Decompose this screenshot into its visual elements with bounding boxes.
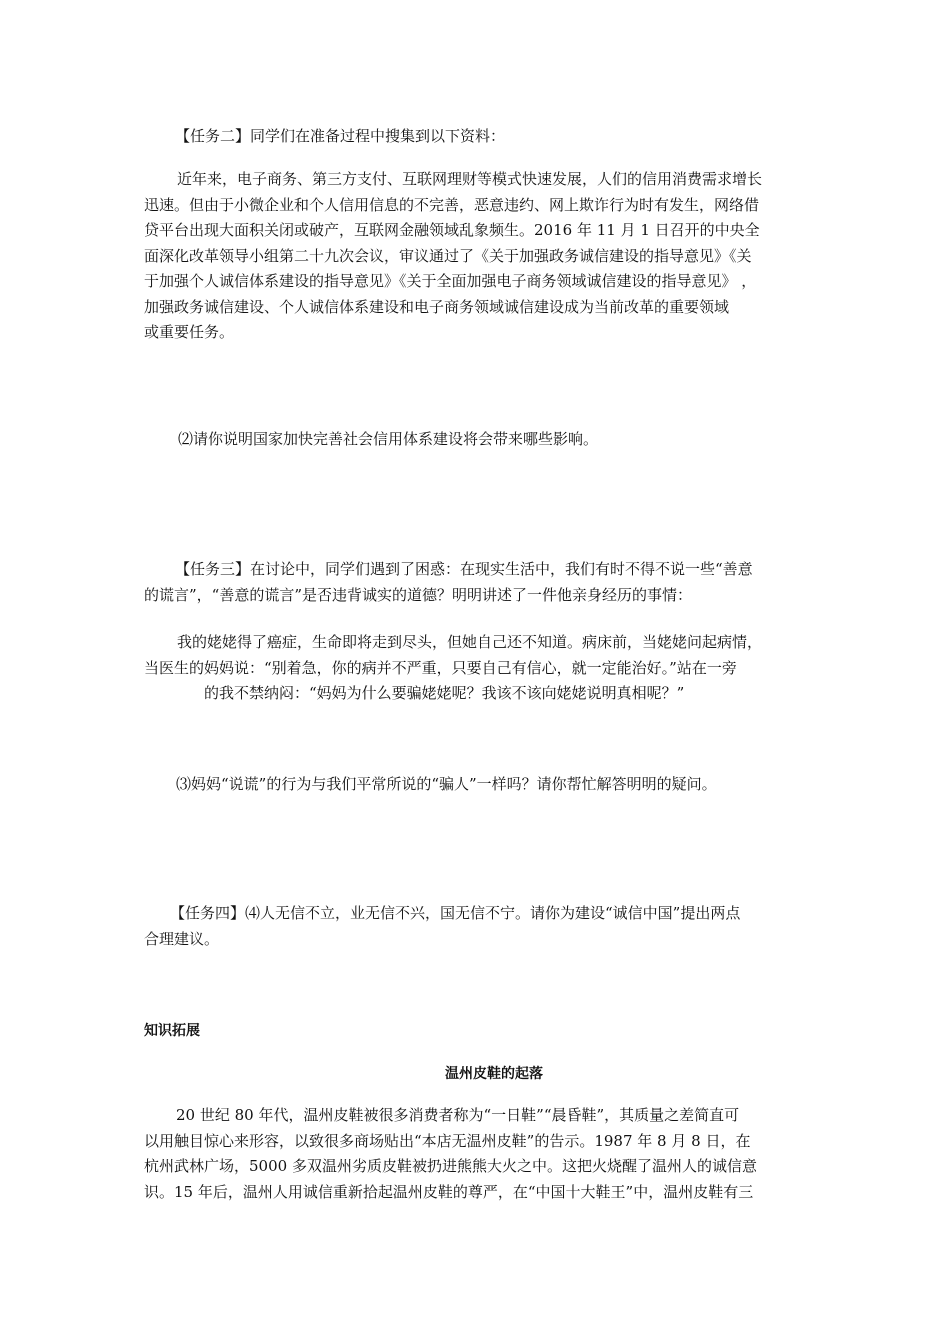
material-line: 迅速。但由于小微企业和个人信用信息的不完善，恶意违约、网上欺诈行为时有发生，网络借 [144, 195, 760, 214]
task2-material [144, 167, 820, 346]
material-line: 或重要任务。 [144, 323, 235, 341]
story-line: 的我不禁纳闷：“妈妈为什么要骗姥姥呢？我该不该向姥姥说明真相呢？” [204, 684, 685, 702]
article-line: 20 世纪 80 年代，温州皮鞋被很多消费者称为“一日鞋”“晨昏鞋”，其质量之差简直可 [176, 1106, 740, 1124]
task2-question: ⑵请你说明国家加快完善社会信用体系建设将会带来哪些影响。 [178, 430, 599, 448]
task3-intro-line: 的谎言”，“善意的谎言”是否违背诚实的道德？明明讲述了一件他亲身经历的事情： [144, 585, 693, 604]
material-line: 近年来，电子商务、第三方支付、互联网理财等模式快速发展，人们的信用消费需求增长 [177, 170, 763, 188]
article-line: 杭州武林广场，5000 多双温州劣质皮鞋被扔进熊熊大火之中。这把火烧醒了温州人的诚信意 [144, 1157, 757, 1175]
task4-line: 【任务四】⑷人无信不立，业无信不兴，国无信不宁。请你为建设“诚信中国”提出两点 [170, 904, 741, 922]
material-line: 于加强个人诚信体系建设的指导意见》《关于全面加强电子商务领域诚信建设的指导意见》 ， [144, 272, 757, 290]
task4-question [144, 901, 820, 952]
task3-question: ⑶妈妈“说谎”的行为与我们平常所说的“骗人”一样吗？请你帮忙解答明明的疑问。 [176, 775, 717, 793]
article-line: 以用触目惊心来形容，以致很多商场贴出“本店无温州皮鞋”的告示。1987 年 8 月 8 日，在 [144, 1131, 751, 1150]
material-line: 加强政务诚信建设、个人诚信体系建设和电子商务领域诚信建设成为当前改革的重要领域 [144, 297, 730, 316]
story-line: 当医生的妈妈说：“别着急，你的病并不严重，只要自己有信心，就一定能治好。”站在一旁 [144, 658, 737, 677]
section-title: 知识拓展 [144, 1023, 200, 1039]
story-line: 我的姥姥得了癌症，生命即将走到尽头，但她自己还不知道。病床前，当姥姥问起病情， [177, 633, 763, 651]
article-line: 识。15 年后，温州人用诚信重新拾起温州皮鞋的尊严，在“中国十大鞋王”中，温州皮鞋有三 [144, 1182, 754, 1201]
task2-heading: 【任务二】同学们在准备过程中搜集到以下资料： [175, 127, 506, 145]
task3-intro-line: 【任务三】在讨论中，同学们遇到了困惑：在现实生活中，我们有时不得不说一些“善意 [175, 560, 753, 578]
task3-story [144, 630, 820, 707]
task4-line: 合理建议。 [144, 929, 220, 948]
material-line: 面深化改革领导小组第二十九次会议，审议通过了《关于加强政务诚信建设的指导意见》《关 [144, 246, 752, 265]
article-title: 温州皮鞋的起落 [445, 1066, 543, 1082]
material-line: 贷平台出现大面积关闭或破产，互联网金融领域乱象频生。2016 年 11 月 1 日召开的中央全 [144, 221, 760, 239]
article-body [144, 1103, 820, 1205]
task3-intro [144, 557, 820, 608]
